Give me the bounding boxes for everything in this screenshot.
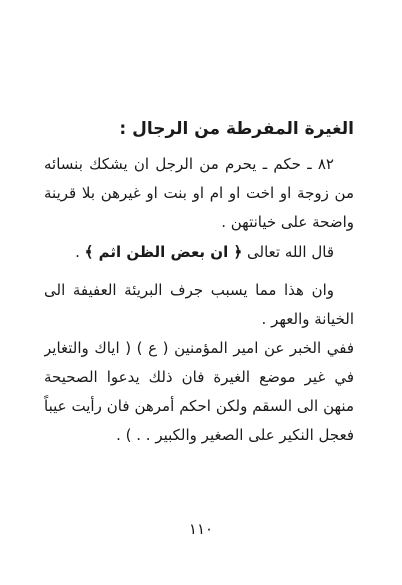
- paragraph-line: واضحة على خيانتهن .: [221, 213, 354, 231]
- paragraph-line: وان هذا مما يسبب جرف البريئة العفيفة الى: [44, 281, 334, 299]
- section-heading: الغيرة المفرطة من الرجال :: [119, 119, 354, 139]
- paragraph-line: ٨٢ ـ حكم ـ يحرم من الرجل ان يشكك بنسائه: [44, 155, 334, 173]
- quran-quote: ﴿ ان بعض الظن اثم ﴾: [84, 243, 243, 261]
- paragraph-line: في غير موضع الغيرة فان ذلك يدعوا الصحيحة: [44, 368, 354, 386]
- quote-prefix: قال الله تعالى: [247, 243, 334, 261]
- paragraph-hadith: [44, 334, 354, 450]
- paragraph-line: الخيانة والعهر .: [261, 310, 354, 328]
- quote-suffix: .: [75, 243, 85, 261]
- paragraph-line: [44, 238, 354, 267]
- page-number: ١١٠: [188, 520, 214, 538]
- paragraph-line: فعجل النكير على الصغير والكبير . . ) .: [116, 426, 354, 444]
- paragraph-line: منهن الى السقم ولكن احكم أمرهن فان رأيت عيباً: [44, 397, 354, 415]
- paragraph-line: من زوجة او اخت او ام او بنت او غيرهن بلا قرينة: [44, 184, 354, 202]
- paragraph-consequence: [44, 276, 354, 334]
- paragraph-quran-quote: [44, 238, 354, 267]
- paragraph-ruling: [44, 150, 354, 237]
- paragraph-line: ففي الخبر عن امير المؤمنين ( ع ) ( اياك والتغاير: [44, 339, 354, 357]
